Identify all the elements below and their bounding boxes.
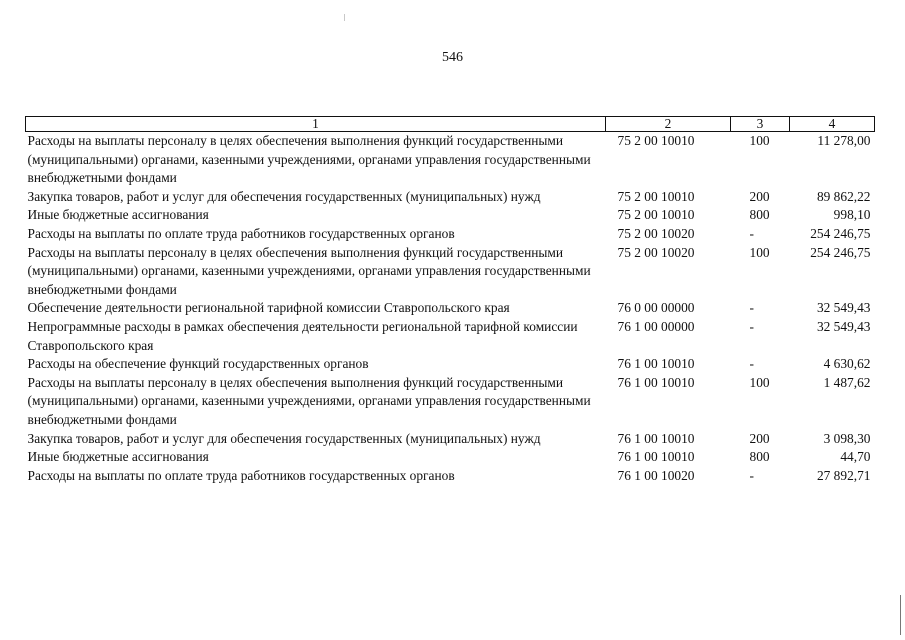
- amount: 32 549,43: [816, 318, 871, 334]
- scan-edge-line: [900, 595, 901, 635]
- header-cell-amount: 4: [790, 117, 875, 132]
- target-code: 76 1 00 10020: [617, 467, 695, 483]
- header-row: [26, 117, 875, 132]
- expense-type: -: [749, 318, 754, 334]
- table-row: [26, 430, 875, 449]
- expense-type: 100: [749, 133, 770, 148]
- expense-name: Расходы на выплаты персоналу в целях обеспечения выполнения функций государственными (муниципальными) органами, казенными учреждениями, органами управления государственными внебюджетными фондами: [27, 374, 591, 427]
- table-row: [26, 318, 875, 355]
- amount: 89 862,22: [816, 188, 871, 204]
- header-cell-name: 1: [26, 117, 606, 132]
- table-row: [26, 188, 875, 207]
- target-code: 76 1 00 00000: [617, 318, 695, 334]
- expense-name: Закупка товаров, работ и услуг для обеспечения государственных (муниципальных) нужд: [27, 430, 541, 446]
- target-code: 75 2 00 10020: [617, 244, 695, 260]
- table-header: [26, 117, 875, 132]
- expense-type: 200: [749, 430, 770, 446]
- table-row: [26, 355, 875, 374]
- target-code: 76 1 00 10010: [617, 430, 695, 446]
- scan-artifact-mark: [344, 14, 345, 21]
- amount: 1 487,62: [823, 374, 871, 390]
- target-code: 75 2 00 10010: [617, 188, 695, 204]
- expense-name: Иные бюджетные ассигнования: [27, 449, 209, 465]
- target-code: 76 0 00 00000: [617, 300, 695, 316]
- expense-type: 100: [749, 374, 770, 390]
- table-row: [26, 448, 875, 467]
- expense-name: Обеспечение деятельности региональной тарифной комиссии Ставропольского края: [27, 300, 510, 316]
- amount: 44,70: [840, 449, 871, 465]
- target-code: 75 2 00 10010: [617, 207, 695, 223]
- expense-name: Расходы на выплаты персоналу в целях обеспечения выполнения функций государственными (муниципальными) органами, казенными учреждениями, органами управления государственными внебюджетными фондами: [27, 133, 591, 186]
- expense-type: 800: [749, 449, 770, 465]
- target-code: 75 2 00 10010: [617, 133, 695, 148]
- header-cell-code: 2: [606, 117, 731, 132]
- amount: 27 892,71: [816, 467, 871, 483]
- amount: 4 630,62: [823, 356, 871, 372]
- expense-name: Иные бюджетные ассигнования: [27, 207, 209, 223]
- target-code: 76 1 00 10010: [617, 449, 695, 465]
- expense-type: -: [749, 225, 754, 241]
- expense-type: 800: [749, 207, 770, 223]
- table-body: [26, 132, 875, 486]
- amount: 254 246,75: [810, 244, 871, 260]
- page-number: 546: [442, 50, 463, 65]
- expense-name: Расходы на выплаты по оплате труда работников государственных органов: [27, 225, 455, 241]
- table-row: [26, 467, 875, 486]
- amount: 254 246,75: [810, 225, 871, 241]
- table-row: [26, 132, 875, 188]
- target-code: 76 1 00 10010: [617, 356, 695, 372]
- expense-type: 200: [749, 188, 770, 204]
- expense-name: Расходы на обеспечение функций государственных органов: [27, 356, 369, 372]
- table-row: [26, 225, 875, 244]
- expense-name: Закупка товаров, работ и услуг для обеспечения государственных (муниципальных) нужд: [27, 188, 541, 204]
- budget-table: [25, 116, 875, 485]
- target-code: 75 2 00 10020: [617, 225, 695, 241]
- header-cell-type: 3: [731, 117, 790, 132]
- expense-type: -: [749, 300, 754, 316]
- table-row: [26, 374, 875, 430]
- expense-type: -: [749, 467, 754, 483]
- table-row: [26, 299, 875, 318]
- amount: 32 549,43: [816, 300, 871, 316]
- amount: 3 098,30: [823, 430, 871, 446]
- table-row: [26, 244, 875, 300]
- expense-name: Расходы на выплаты персоналу в целях обеспечения выполнения функций государственными (муниципальными) органами, казенными учреждениями, органами управления государственными внебюджетными фондами: [27, 244, 591, 297]
- expense-type: -: [749, 356, 754, 372]
- amount: 11 278,00: [817, 133, 871, 148]
- expense-name: Непрограммные расходы в рамках обеспечения деятельности региональной тарифной комиссии Ставропольского края: [27, 318, 578, 353]
- target-code: 76 1 00 10010: [617, 374, 695, 390]
- amount: 998,10: [833, 207, 871, 223]
- expense-type: 100: [749, 244, 770, 260]
- expense-name: Расходы на выплаты по оплате труда работников государственных органов: [27, 467, 455, 483]
- table-row: [26, 206, 875, 225]
